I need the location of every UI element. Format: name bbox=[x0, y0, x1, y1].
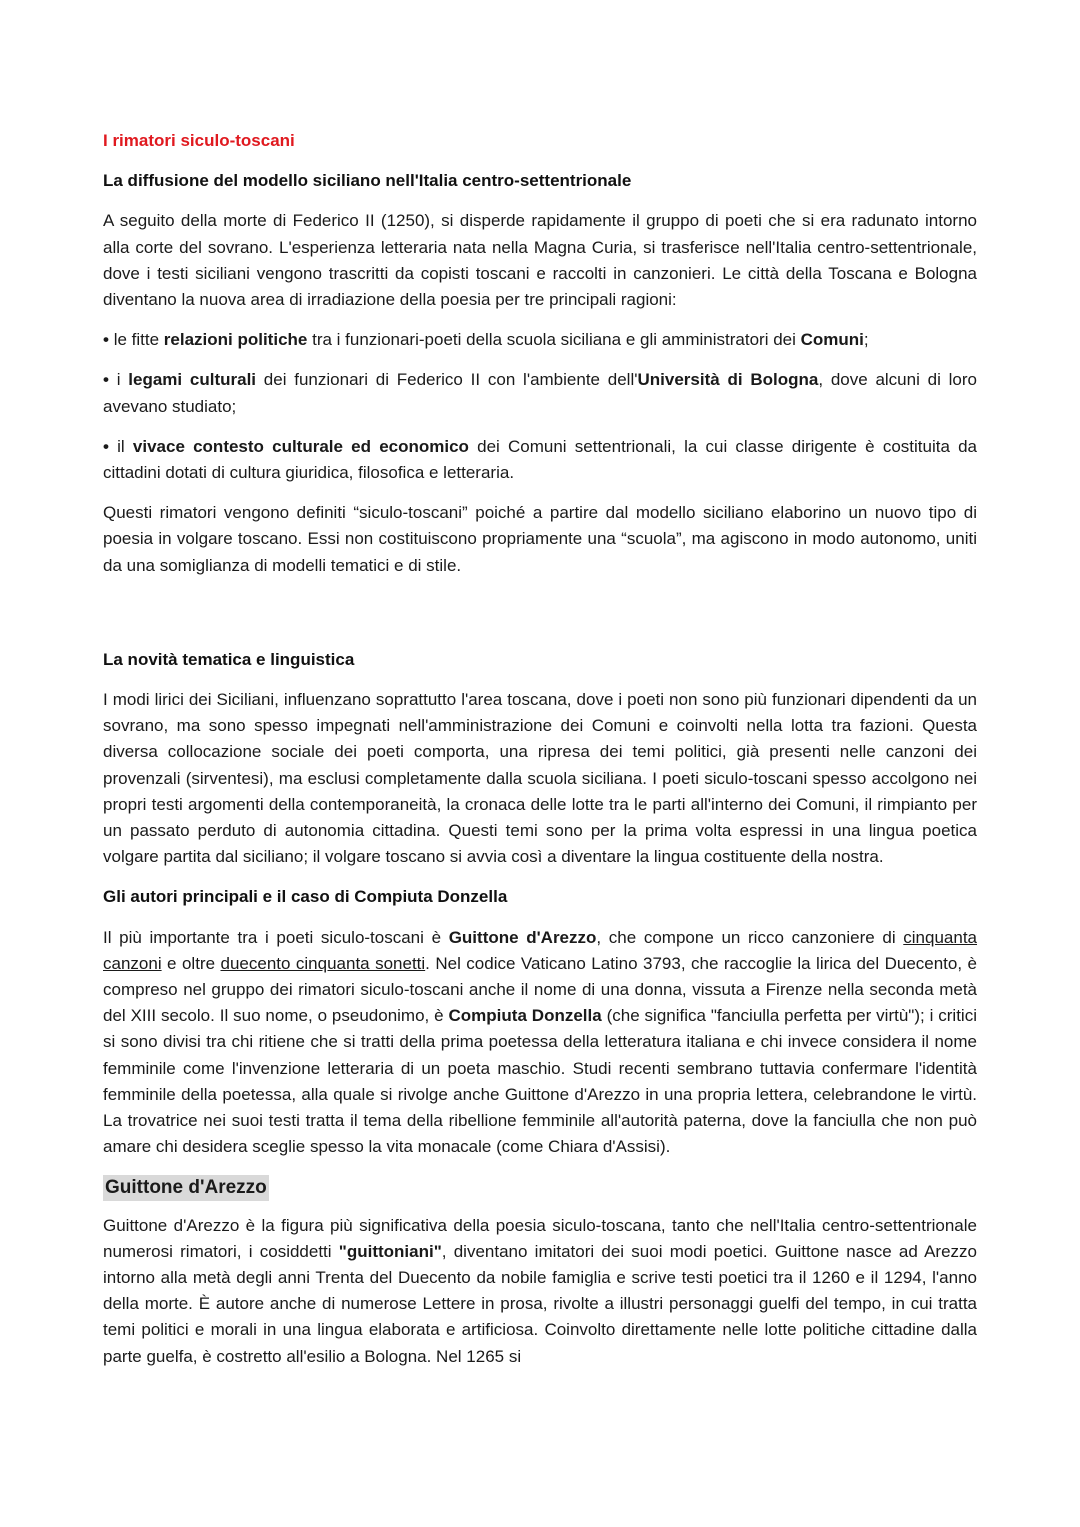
paragraph-novita: I modi lirici dei Siciliani, influenzano soprattutto l'area toscana, dove i poeti non sono più funzionari dipendenti da un sovrano, ma sono spesso impegnati nell'amministrazione dei Comuni e coinvolti nella lotta tra fazioni. Questa diversa collocazione sociale dei poeti comporta, una ripresa dei temi politici, già presenti nelle canzoni dei provenzali (sirventesi), ma esclusi completamente dalla scuola siciliana. I poeti siculo-toscani spesso accolgono nei propri testi argomenti della contemporaneità, la cronaca delle lotte tra le parti all'interno dei Comuni, il rimpianto per un passato perduto di autonomia cittadina. Questi temi sono per la prima volta espressi in una lingua poetica volgare partita dal siciliano; il volgare toscano si avvia così a diventare la lingua costituente della nostra. bbox=[103, 690, 977, 867]
underlined-term: cinquanta canzoni bbox=[103, 927, 978, 973]
paragraph-intro: A seguito della morte di Federico II (1250), si disperde rapidamente il gruppo di poeti che si era radunato intorno alla corte del sovrano. L'esperienza letteraria nata nella Magna Curia, si trasferisce nell'Italia centro-settentrionale, dove i testi siciliani vengono trascritti da copisti toscani e raccolti in canzonieri. Le città della Toscana e Bologna diventano la nuova area di irradiazione della poesia per tre principali ragioni: bbox=[103, 211, 977, 310]
section-heading-autori: Gli autori principali e il caso di Compiuta Donzella bbox=[103, 887, 508, 907]
bold-term: "guittoniani" bbox=[338, 1241, 442, 1261]
bold-term: Università di Bologna bbox=[637, 370, 819, 390]
bullet-item-contesto: • il vivace contesto culturale ed economico dei Comuni settentrionali, la cui classe dirigente è costituita da cittadini dotati di cultura giuridica, filosofica e letteraria. bbox=[103, 436, 978, 483]
underlined-term: duecento cinquanta sonetti bbox=[220, 953, 426, 973]
bold-term: Comuni bbox=[800, 330, 864, 350]
bold-term: legami culturali bbox=[128, 370, 257, 390]
section-heading-diffusione: La diffusione del modello siciliano nell'Italia centro-settentrionale bbox=[103, 171, 632, 191]
document-title: I rimatori siculo-toscani bbox=[103, 131, 295, 150]
bullet-icon: • bbox=[103, 370, 109, 390]
bullet-item-relazioni: • le fitte relazioni politiche tra i funzionari-poeti della scuola siciliana e gli amministratori dei Comuni; bbox=[103, 330, 869, 350]
highlighted-heading-guittone: Guittone d'Arezzo bbox=[103, 1175, 269, 1201]
paragraph-autori: Il più importante tra i poeti siculo-toscani è Guittone d'Arezzo, che compone un ricco canzoniere di cinquanta canzoni e oltre duecento cinquanta sonetti. Nel codice Vaticano Latino 3793, che raccoglie la lirica del Duecento, è compreso nel gruppo dei rimatori siculo-toscani anche il nome di una donna, vissuta a Firenze nella seconda metà del XIII secolo. Il suo nome, o pseudonimo, è Compiuta Donzella (che significa "fanciulla perfetta per virtù"); i critici si sono divisi tra chi ritiene che si tratti della prima poetessa della letteratura italiana e chi invece considera il nome femminile come l'invenzione letteraria di un poeta maschio. Studi recenti sembrano tuttavia confermare l'identità femminile della poetessa, alla quale si rivolge anche Guittone d'Arezzo in una propria lettera, celebrandone le virtù. La trovatrice nei suoi testi tratta il tema della ribellione femminile all'autorità paterna, dove la fanciulla che non può amare chi desidera sceglie spesso la vita monacale (come Chiara d'Assisi). bbox=[103, 927, 978, 1157]
paragraph-guittone: Guittone d'Arezzo è la figura più significativa della poesia siculo-toscana, tanto che nell'Italia centro-settentrionale numerosi rimatori, i cosiddetti "guittoniani", diventano imitatori dei suoi modi poetici. Guittone nasce ad Arezzo intorno alla metà degli anni Trenta del Duecento da nobile famiglia e scrive testi poetici tra il 1260 e il 1294, l'anno della morte. È autore anche di numerose Lettere in prosa, rivolte a illustri personaggi guelfi del tempo, in cui tratta temi politici e morali in una lingua elaborata e artificiosa. Coinvolto direttamente nelle lotte politiche cittadine dalla parte guelfa, è costretto all'esilio a Bologna. Nel 1265 si bbox=[103, 1215, 977, 1366]
bold-term: Guittone d'Arezzo bbox=[448, 927, 597, 947]
spacer bbox=[103, 593, 977, 647]
bold-term: Compiuta Donzella bbox=[448, 1006, 602, 1026]
bullet-icon: • bbox=[103, 436, 109, 456]
bold-term: vivace contesto culturale ed economico bbox=[132, 436, 469, 456]
bullet-item-legami: • i legami culturali dei funzionari di Federico II con l'ambiente dell'Università di Bologna, dove alcuni di loro avevano studiato; bbox=[103, 370, 977, 416]
paragraph-closing: Questi rimatori vengono definiti “siculo-toscani” poiché a partire dal modello siciliano elaborino un nuovo tipo di poesia in volgare toscano. Essi non costituiscono propriamente una “scuola”, ma agiscono in modo autonomo, uniti da una somiglianza di modelli tematici e di stile. bbox=[103, 503, 977, 575]
bullet-icon: • bbox=[103, 330, 109, 350]
section-heading-novita: La novità tematica e linguistica bbox=[103, 649, 355, 669]
bold-term: relazioni politiche bbox=[163, 330, 308, 350]
